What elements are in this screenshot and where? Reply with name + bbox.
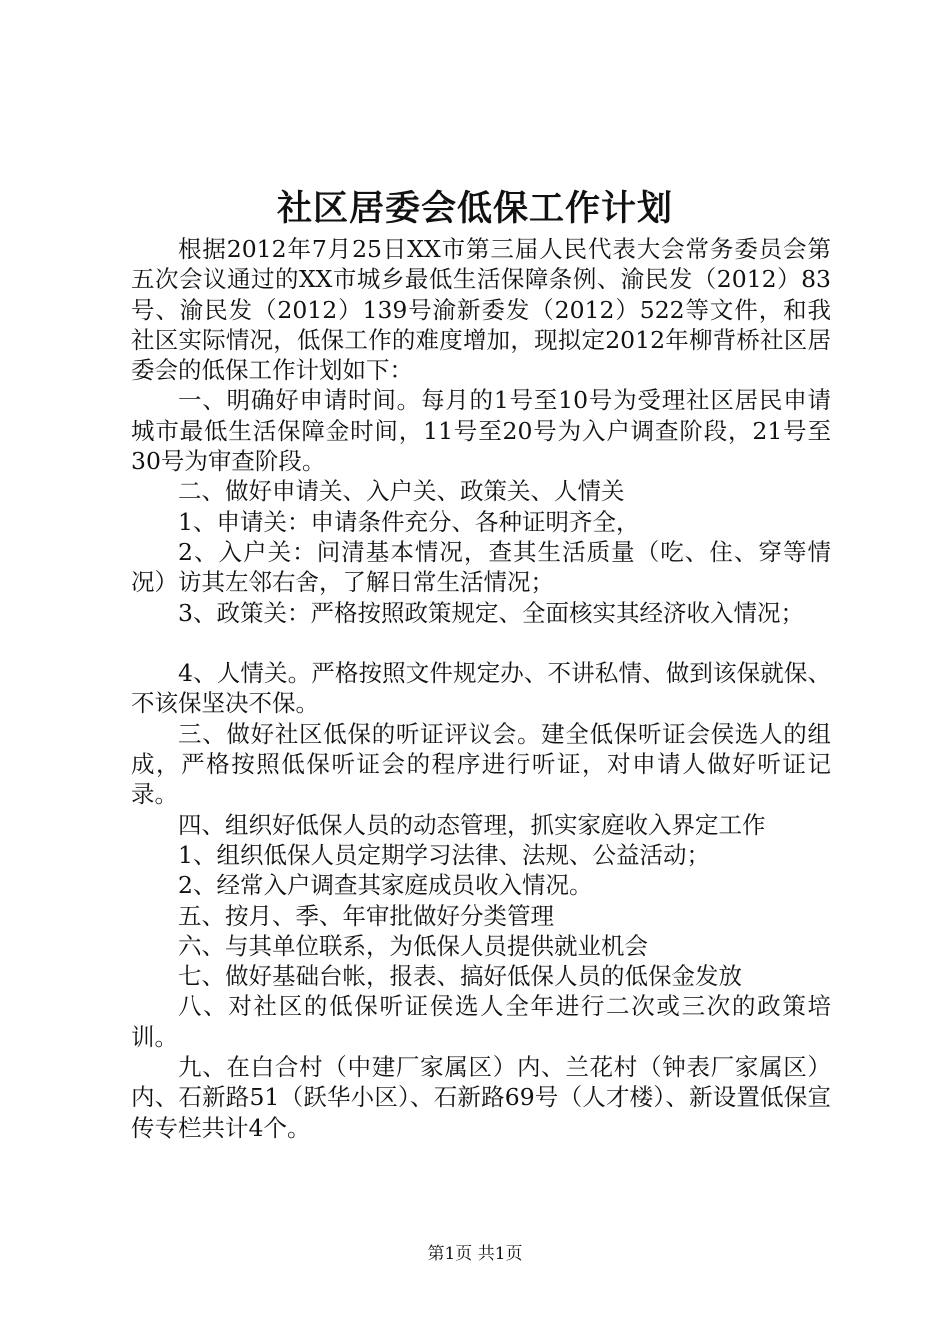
- paragraph-4-1: 1、组织低保人员定期学习法律、法规、公益活动；: [178, 840, 710, 869]
- paragraph-2-1: 1、申请关：申请条件充分、各种证明齐全，: [178, 507, 640, 536]
- page-footer: 第1页 共1页: [427, 1244, 523, 1264]
- document-title: 社区居委会低保工作计划: [276, 188, 673, 229]
- paragraph-5: 五、按月、季、年审批做好分类管理: [178, 901, 554, 930]
- paragraph-4-2: 2、经常入户调查其家庭成员收入情况。: [178, 871, 593, 900]
- paragraph-9: 九、在白合村（中建厂家属区）内、兰花村（钟表厂家属区）内、石新路51（跃华小区）、石新路69号（人才楼）、新设置低保宣传专栏共计4个。: [131, 1053, 831, 1142]
- paragraph-2-4: 4、人情关。严格按照文件规定办、不讲私情、做到该保就保、不该保坚决不保。: [131, 659, 831, 718]
- blank-line: [131, 628, 831, 658]
- paragraph-2-3: 3、政策关：严格按照政策规定、全面核实其经济收入情况；: [178, 598, 804, 627]
- paragraph-6: 六、与其单位联系，为低保人员提供就业机会: [178, 931, 648, 960]
- document-body: [131, 234, 831, 1143]
- paragraph-1: 一、明确好申请时间。每月的1号至10号为受理社区居民申请城市最低生活保障金时间，11号至20号为入户调查阶段，21号至30号为审查阶段。: [131, 386, 831, 476]
- paragraph-7: 七、做好基础台帐，报表、搞好低保人员的低保金发放: [178, 962, 742, 991]
- paragraph-intro: 根据2012年7月25日XX市第三届人民代表大会常务委员会第五次会议通过的XX市城乡最低生活保障条例、渝民发（2012）83号、渝民发（2012）139号渝新委发（2012）522等文件，和我社区实际情况，低保工作的难度增加，现拟定2012年柳背桥社区居委会的低保工作计划如下：: [131, 235, 831, 385]
- paragraph-8: 八、对社区的低保听证侯选人全年进行二次或三次的政策培训。: [131, 992, 831, 1051]
- paragraph-2: 二、做好申请关、入户关、政策关、人情关: [178, 477, 625, 506]
- paragraph-3: 三、做好社区低保的听证评议会。建全低保听证会侯选人的组成，严格按照低保听证会的程序进行听证，对申请人做好听证记录。: [131, 719, 831, 809]
- paragraph-2-2: 2、入户关：问清基本情况，查其生活质量（吃、住、穿等情况）访其左邻右舍，了解日常生活情况；: [131, 537, 831, 597]
- paragraph-4: 四、组织好低保人员的动态管理，抓实家庭收入界定工作: [178, 810, 766, 839]
